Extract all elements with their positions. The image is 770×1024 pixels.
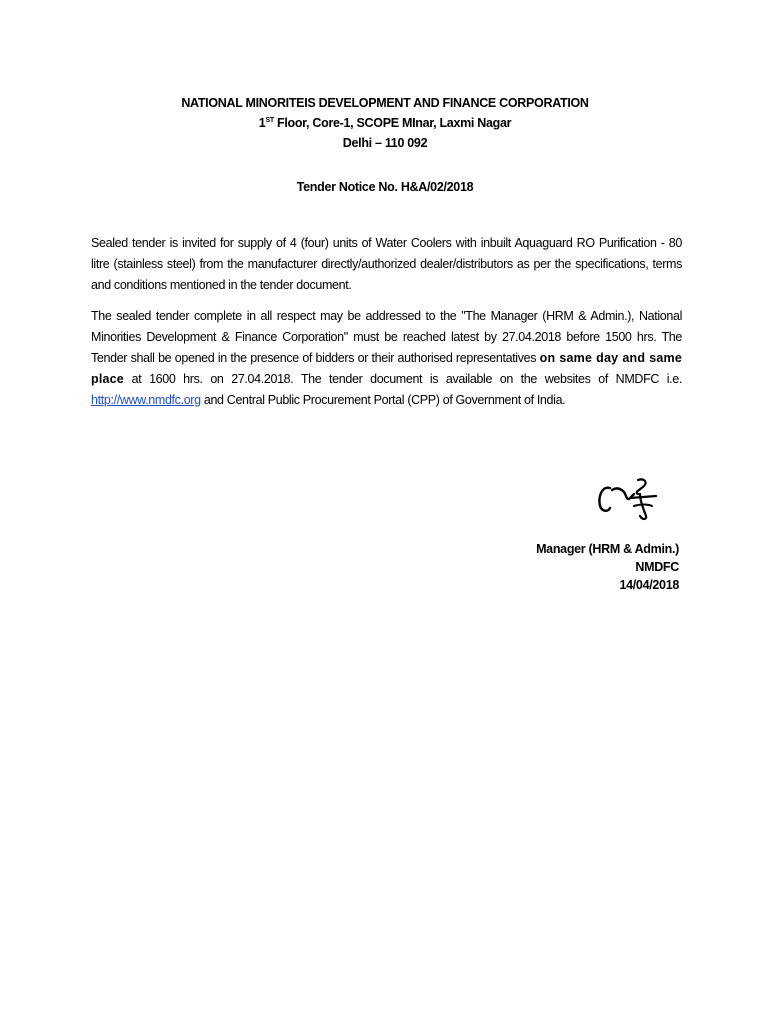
address-rest: Floor, Core-1, SCOPE MInar, Laxmi Nagar — [273, 116, 512, 130]
paragraph-submission-text-a: The sealed tender complete in all respect may be addressed to the "The Manager (HRM & Admin.), National Minorities Development & Finance Corporation" must be reached latest by 27.04.2018 before 1500 hrs. The Tender shall be opened in the presence of bidders or their authorised representatives — [91, 309, 682, 365]
org-name: NATIONAL MINORITEIS DEVELOPMENT AND FINANCE CORPORATION — [181, 96, 589, 110]
signatory-block — [536, 540, 679, 594]
address-line — [60, 113, 710, 133]
signatory-org: NMDFC — [635, 560, 679, 574]
paragraph-submission-text-b: at 1600 hrs. on 27.04.2018. The tender document is available on the websites of NMDFC i.e. — [123, 372, 682, 386]
floor-superscript: ST — [265, 116, 274, 124]
tender-notice-number: Tender Notice No. H&A/02/2018 — [296, 180, 474, 194]
letterhead — [60, 93, 710, 153]
paragraph-submission — [91, 306, 682, 411]
paragraph-invitation: Sealed tender is invited for supply of 4 (four) units of Water Coolers with inbuilt Aquaguard RO Purification - 80 litre (stainless steel) from the manufacturer directly/authorized dealer/distributors as per the specifications, terms and conditions mentioned in the tender document. — [91, 236, 682, 292]
city-line: Delhi – 110 092 — [342, 136, 428, 150]
handwritten-signature — [594, 476, 664, 522]
paragraph-submission-bold: on same day and same place — [91, 351, 682, 386]
floor-number: 1 — [258, 116, 266, 130]
signatory-designation: Manager (HRM & Admin.) — [536, 542, 679, 556]
signatory-date: 14/04/2018 — [619, 578, 679, 592]
paragraph-submission-text-c: and Central Public Procurement Portal (CPP) of Government of India. — [200, 393, 566, 407]
nmdfc-website-link[interactable]: http://www.nmdfc.org — [91, 393, 201, 407]
